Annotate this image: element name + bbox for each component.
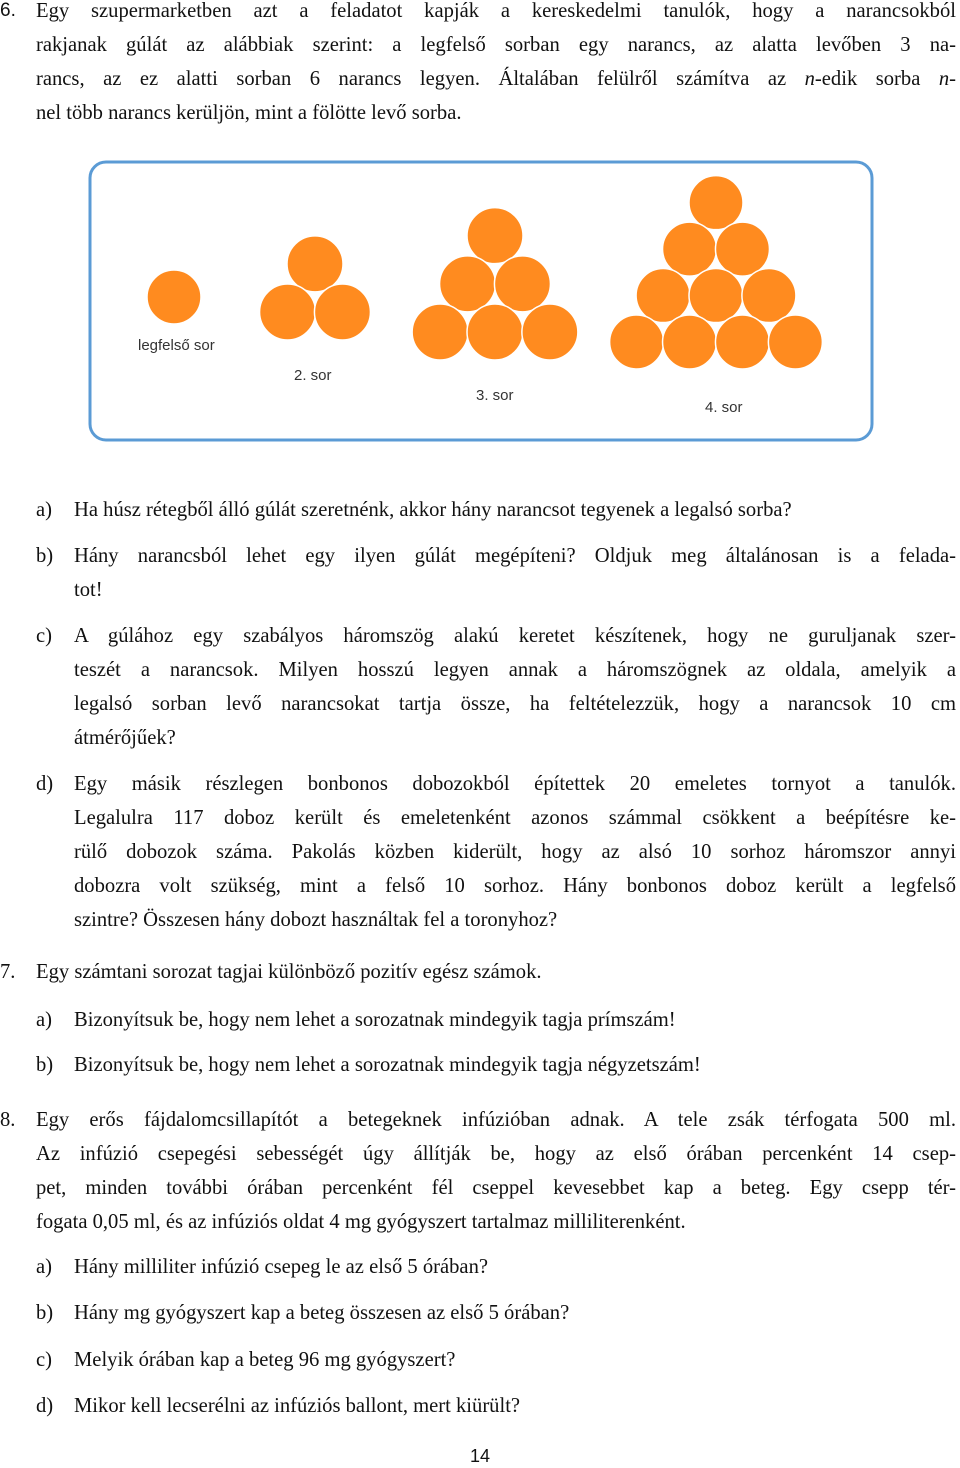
orange-pyramid-figure	[88, 160, 874, 442]
text-line: Hány milliliter infúzió csepeg le az első 5 órában?	[74, 1256, 489, 1278]
text-line: pet, minden további órában percenként fél cseppel kevesebbet kap a beteg. Egy csepp tér-	[36, 1177, 956, 1199]
question-letter: c)	[36, 1349, 52, 1371]
problem-number: 6.	[0, 0, 16, 21]
text-line: dobozra volt szükség, mint a felső 10 sorhoz. Hány bonbonos doboz került a legfelső	[74, 875, 956, 897]
text-line: Egy másik részlegen bonbonos dobozokból építettek 20 emeletes tornyot a tanulók.	[74, 773, 956, 795]
question-letter: d)	[36, 773, 54, 795]
label-row-2: 2. sor	[294, 367, 332, 384]
text-fragment: -edik sorba	[814, 68, 939, 90]
variable-n: n	[938, 68, 950, 90]
text-line: Mikor kell lecserélni az infúziós ballont, mert kiürült?	[74, 1395, 521, 1417]
text-line: Legalulra 117 doboz került és emeletenként azonos számmal csökkent a beépítésre ke-	[74, 807, 956, 829]
orange	[610, 315, 664, 369]
text-line	[36, 62, 956, 96]
text-line: A gúlához egy szabályos háromszög alakú keretet készítenek, hogy ne guruljanak szer-	[74, 625, 956, 647]
text-line: tot!	[74, 579, 103, 601]
orange	[768, 315, 822, 369]
text-line: Ha húsz rétegből álló gúlát szeretnénk, akkor hány narancsot tegyenek a legalsó sorba?	[74, 499, 792, 521]
problem-number: 7.	[0, 961, 16, 983]
text-line: Melyik órában kap a beteg 96 mg gyógyszert?	[74, 1349, 456, 1371]
orange	[715, 315, 769, 369]
orange	[440, 256, 496, 312]
orange	[742, 269, 796, 323]
text-line: Az infúzió csepegési sebességét úgy állítják be, hogy az első órában percenként 14 csep-	[36, 1143, 956, 1165]
problem-number: 8.	[0, 1109, 16, 1131]
text-line: Bizonyítsuk be, hogy nem lehet a sorozatnak mindegyik tagja prímszám!	[74, 1009, 676, 1031]
question-letter: b)	[36, 545, 54, 567]
text-line: átmérőjűek?	[74, 727, 176, 749]
text-line: rakjanak gúlát az alábbiak szerint: a legfelső sorban egy narancs, az alatta levőben 3 na-	[36, 34, 956, 56]
text-line: Egy szupermarketben azt a feladatot kapják a kereskedelmi tanulók, hogy a narancsokból	[36, 0, 956, 22]
orange	[689, 176, 743, 230]
question-letter: a)	[36, 1009, 52, 1031]
orange	[412, 304, 468, 360]
text-line: nel több narancs kerüljön, mint a fölötte levő sorba.	[36, 102, 462, 124]
orange	[715, 222, 769, 276]
label-top-row: legfelső sor	[138, 337, 215, 354]
orange	[147, 270, 201, 324]
label-row-4: 4. sor	[705, 399, 743, 416]
orange	[663, 222, 717, 276]
text-line: Egy számtani sorozat tagjai különböző pozitív egész számok.	[36, 961, 542, 983]
orange	[467, 208, 523, 264]
text-line: Hány narancsból lehet egy ilyen gúlát megépíteni? Oldjuk meg általánosan is a felada-	[74, 545, 956, 567]
text-line: Egy erős fájdalomcsillapítót a betegeknek infúzióban adnak. A tele zsák térfogata 500 ml.	[36, 1109, 956, 1131]
label-row-3: 3. sor	[476, 387, 514, 404]
text-line: szintre? Összesen hány dobozt használtak fel a toronyhoz?	[74, 909, 558, 931]
text-fragment: rancs, az ez alatti sorban 6 narancs legyen. Általában felülről számítva az	[36, 68, 805, 90]
question-letter: d)	[36, 1395, 54, 1417]
text-line: teszét a narancsok. Milyen hosszú legyen annak a háromszögnek az oldala, amelyik a	[74, 659, 956, 681]
variable-n: n	[804, 68, 815, 90]
orange	[663, 315, 717, 369]
orange	[314, 284, 370, 340]
page-number: 14	[469, 1446, 491, 1466]
orange	[636, 269, 690, 323]
text-line: rülő dobozok száma. Pakolás közben kiderült, hogy az alsó 10 sorhoz háromszor annyi	[74, 841, 956, 863]
question-letter: b)	[36, 1054, 54, 1076]
question-letter: a)	[36, 1256, 52, 1278]
text-line: Hány mg gyógyszert kap a beteg összesen az első 5 órában?	[74, 1302, 570, 1324]
orange	[287, 236, 343, 292]
text-line: Bizonyítsuk be, hogy nem lehet a sorozatnak mindegyik tagja négyzetszám!	[74, 1054, 701, 1076]
orange	[494, 256, 550, 312]
question-letter: c)	[36, 625, 52, 647]
text-fragment: -	[949, 68, 957, 90]
text-line: legalsó sorban levő narancsokat tartja össze, ha feltételezzük, hogy a narancsok 10 cm	[74, 693, 956, 715]
question-letter: b)	[36, 1302, 54, 1324]
orange	[467, 304, 523, 360]
text-line: fogata 0,05 ml, és az infúziós oldat 4 mg gyógyszert tartalmaz milliliterenként.	[36, 1211, 686, 1233]
orange	[689, 269, 743, 323]
orange	[522, 304, 578, 360]
orange	[260, 284, 316, 340]
question-letter: a)	[36, 499, 52, 521]
